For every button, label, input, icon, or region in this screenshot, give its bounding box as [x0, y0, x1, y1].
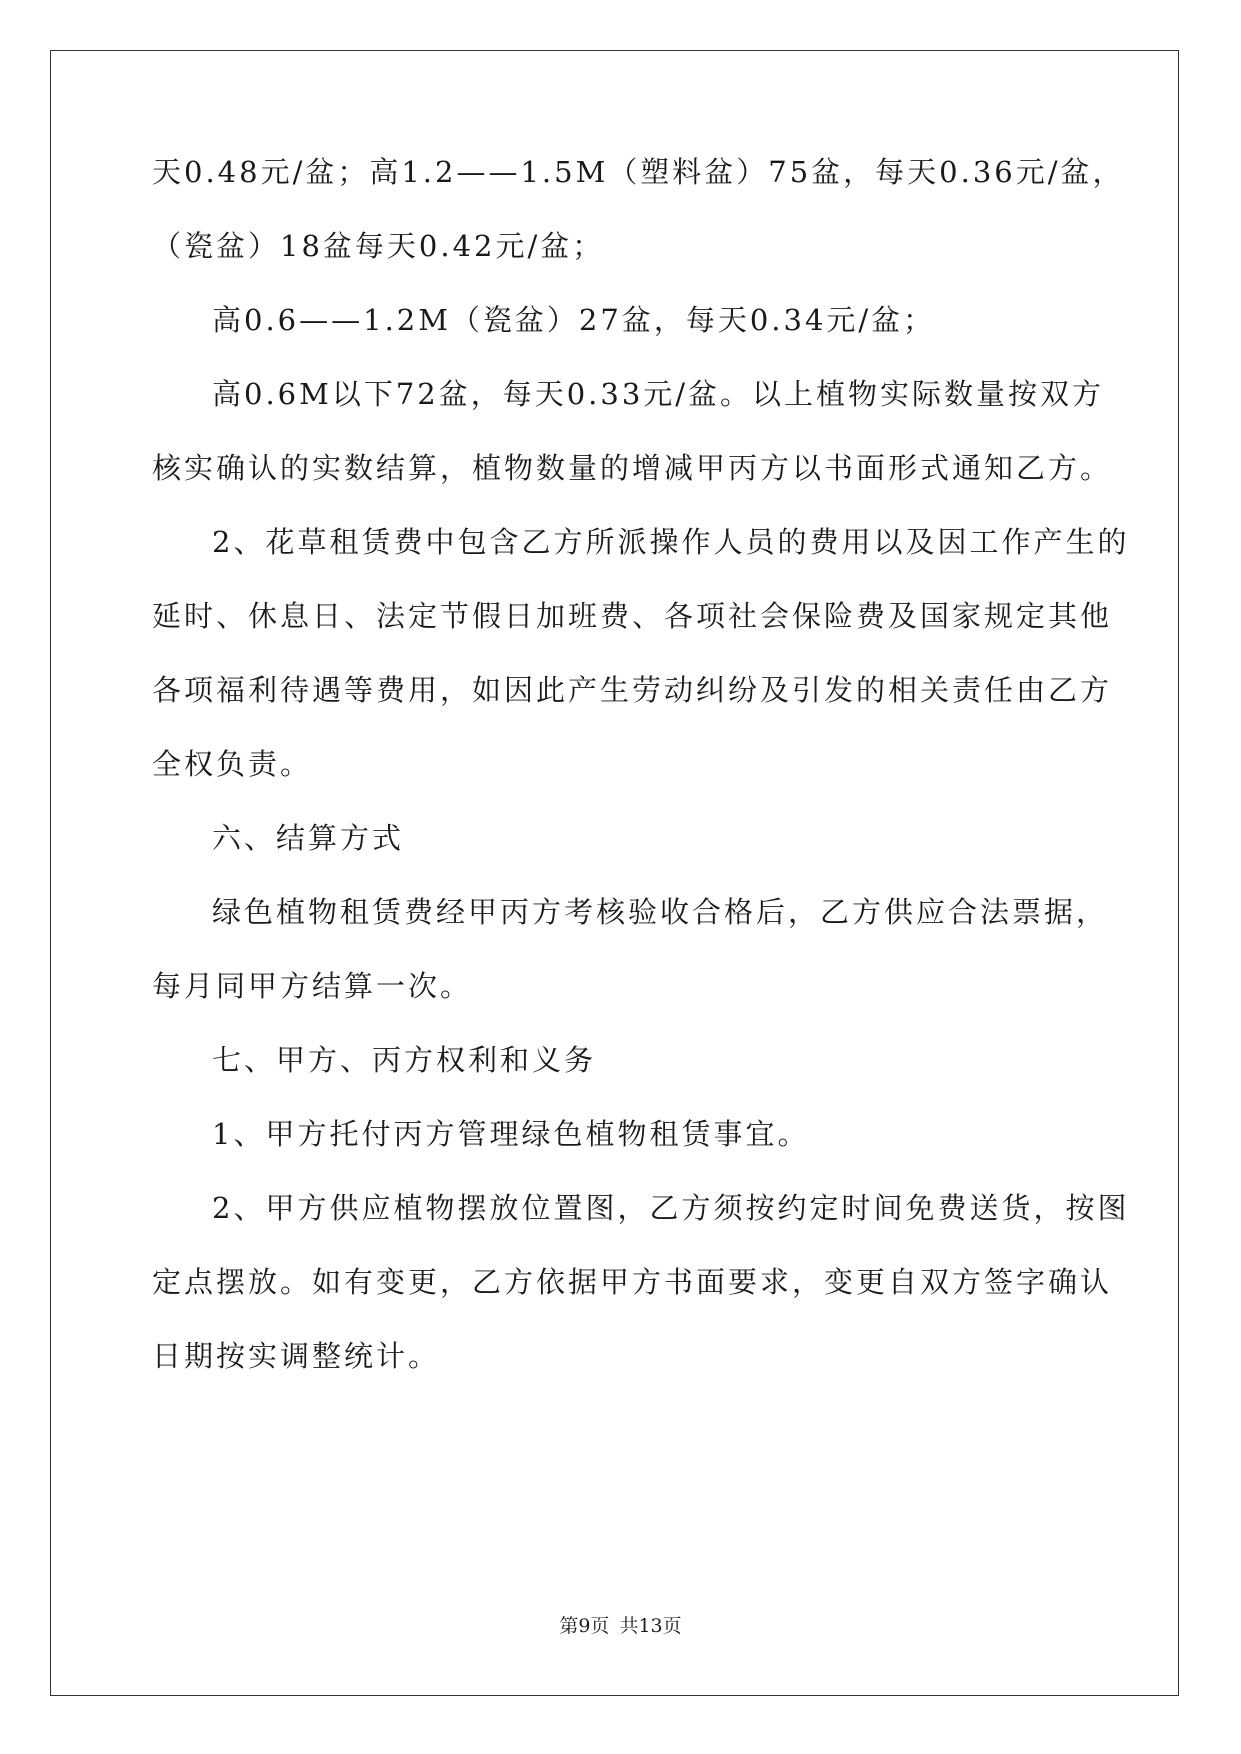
page-number: 第9页 [559, 1615, 610, 1637]
text-line-16: 定点摆放。如有变更，乙方依据甲方书面要求，变更自双方签字确认 [152, 1265, 1113, 1299]
text-line-6: 2、花草租赁费中包含乙方所派操作人员的费用以及因工作产生的 [212, 525, 1130, 559]
text-line-9: 全权负责。 [152, 747, 313, 781]
page-footer [0, 1617, 1241, 1636]
text-line-8: 各项福利待遇等费用，如因此产生劳动纠纷及引发的相关责任由乙方 [152, 673, 1113, 707]
text-line-2: （瓷盆）18盆每天0.42元/盆； [152, 229, 605, 263]
section-heading-settlement: 六、结算方式 [212, 821, 405, 855]
text-line-7: 延时、休息日、法定节假日加班费、各项社会保险费及国家规定其他 [152, 599, 1113, 633]
page-border [50, 50, 1179, 1696]
text-line-14: 1、甲方托付丙方管理绿色植物租赁事宜。 [212, 1117, 810, 1151]
section-heading-rights: 七、甲方、丙方权利和义务 [212, 1043, 597, 1077]
text-line-12: 每月同甲方结算一次。 [152, 969, 473, 1003]
text-line-15: 2、甲方供应植物摆放位置图，乙方须按约定时间免费送货，按图 [212, 1191, 1130, 1225]
text-line-5: 核实确认的实数结算，植物数量的增减甲丙方以书面形式通知乙方。 [152, 451, 1113, 485]
text-line-1: 天0.48元/盆；高1.2——1.5M（塑料盆）75盆，每天0.36元/盆， [152, 155, 1125, 189]
text-line-4: 高0.6M以下72盆，每天0.33元/盆。以上植物实际数量按双方 [212, 377, 1105, 411]
text-line-11: 绿色植物租赁费经甲丙方考核验收合格后，乙方供应合法票据， [212, 895, 1109, 929]
text-line-17: 日期按实调整统计。 [152, 1339, 441, 1373]
text-line-3: 高0.6——1.2M（瓷盆）27盆，每天0.34元/盆； [212, 303, 936, 337]
page-total: 共13页 [619, 1615, 682, 1637]
